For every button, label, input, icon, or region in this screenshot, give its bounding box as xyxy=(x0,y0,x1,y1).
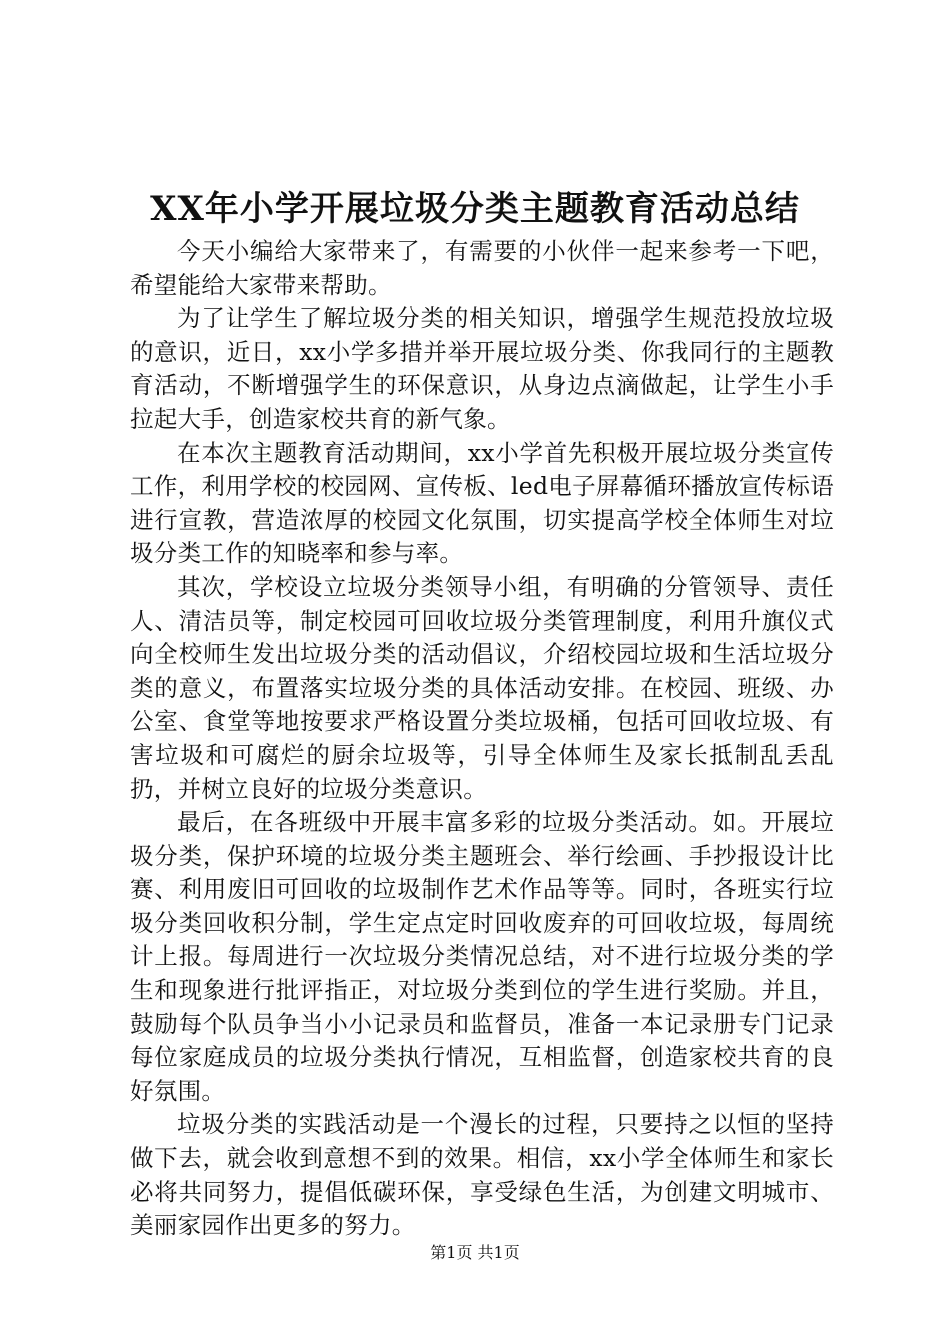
paragraph-publicity: 在本次主题教育活动期间，xx小学首先积极开展垃圾分类宣传工作，利用学校的校园网、宣传板、led电子屏幕循环播放宣传标语进行宣教，营造浓厚的校园文化氛围，切实提高学校全体师生对垃圾分类工作的知晓率和参与率。 xyxy=(130,438,834,568)
document-body xyxy=(130,235,834,1243)
paragraph-intro: 今天小编给大家带来了，有需要的小伙伴一起来参考一下吧，希望能给大家带来帮助。 xyxy=(130,237,834,299)
paragraph-organization: 其次，学校设立垃圾分类领导小组，有明确的分管领导、责任人、清洁员等，制定校园可回收垃圾分类管理制度，利用升旗仪式向全校师生发出垃圾分类的活动倡议，介绍校园垃圾和生活垃圾分类的意义，布置落实垃圾分类的具体活动安排。在校园、班级、办公室、食堂等地按要求严格设置分类垃圾桶，包括可回收垃圾、有害垃圾和可腐烂的厨余垃圾等，引导全体师生及家长抵制乱丢乱扔，并树立良好的垃圾分类意识。 xyxy=(130,572,834,803)
document-title: XX年小学开展垃圾分类主题教育活动总结 xyxy=(150,189,800,229)
paragraph-class-activities: 最后，在各班级中开展丰富多彩的垃圾分类活动。如。开展垃圾分类，保护环境的垃圾分类主题班会、举行绘画、手抄报设计比赛、利用废旧可回收的垃圾制作艺术作品等等。同时，各班实行垃圾分类回收积分制，学生定点定时回收废弃的可回收垃圾，每周统计上报。每周进行一次垃圾分类情况总结，对不进行垃圾分类的学生和现象进行批评指正，对垃圾分类到位的学生进行奖励。并且，鼓励每个队员争当小小记录员和监督员，准备一本记录册专门记录每位家庭成员的垃圾分类执行情况，互相监督，创造家校共育的良好氛围。 xyxy=(130,808,834,1105)
paragraph-conclusion: 垃圾分类的实践活动是一个漫长的过程，只要持之以恒的坚持做下去，就会收到意想不到的效果。相信，xx小学全体师生和家长必将共同努力，提倡低碳环保，享受绿色生活，为创建文明城市、美丽家园作出更多的努力。 xyxy=(130,1110,834,1240)
paragraph-purpose: 为了让学生了解垃圾分类的相关知识，增强学生规范投放垃圾的意识，近日，xx小学多措并举开展垃圾分类、你我同行的主题教育活动，不断增强学生的环保意识，从身边点滴做起，让学生小手拉起大手，创造家校共育的新气象。 xyxy=(130,304,834,433)
page-number-footer: 第1页 共1页 xyxy=(430,1243,520,1262)
